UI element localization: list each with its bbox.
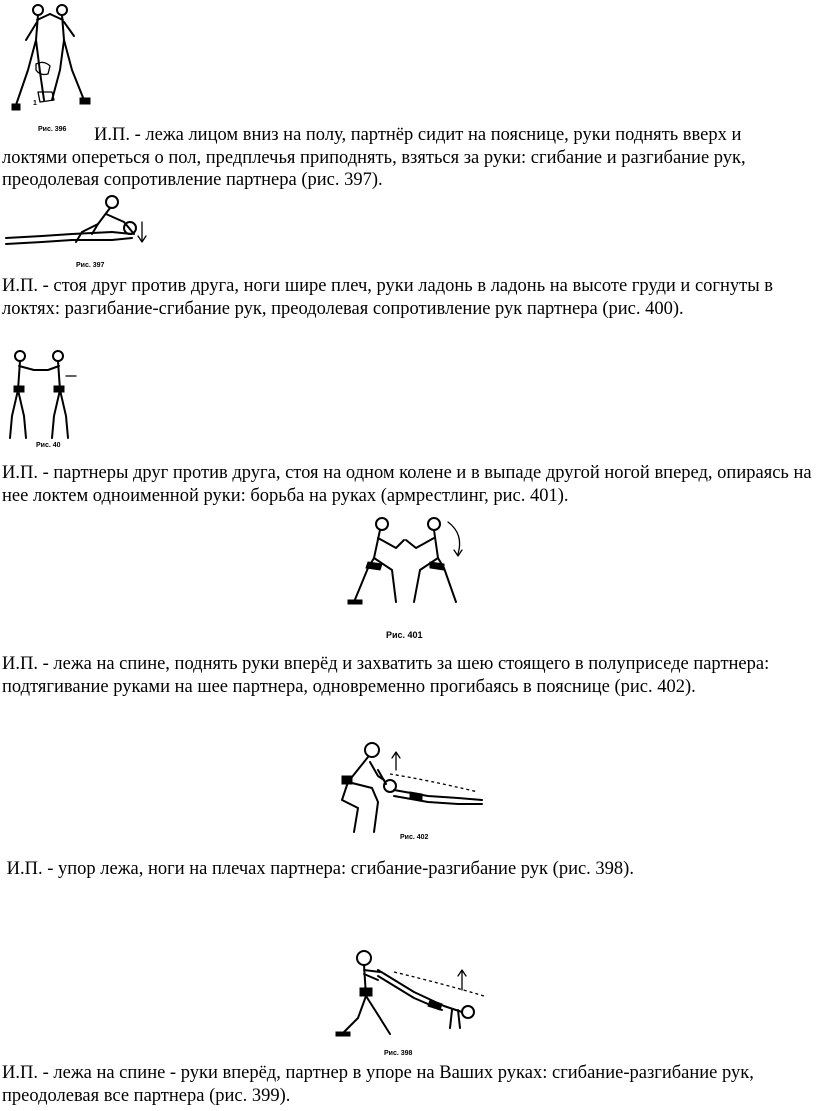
figure-398: [334, 948, 494, 1057]
paragraph-399: И.П. - лежа на спине - руки вперёд, партнер в упоре на Ваших руках: сгибание-разгибание рук, преодолевая все партнера (рис. 399).: [2, 1063, 754, 1106]
figure-400: [4, 346, 78, 449]
paragraph-402: И.П. - лежа на спине, поднять руки вперёд и захватить за шею стоящего в полуприседе партнера: подтягивание руками на шее партнера, одновременно прогибаясь в пояснице (рис. 402).: [2, 654, 770, 697]
paragraph-397-indent: И.П. - лежа лицом вниз на полу, партнёр сидит на пояснице, руки поднять вверх и: [94, 125, 742, 145]
figure-402-caption: Рис. 402: [400, 834, 429, 841]
figure-402: [328, 740, 488, 841]
figure-397: [2, 194, 162, 269]
figure-401: [344, 514, 468, 640]
figure-396: [0, 0, 100, 122]
paragraph-397-rest: локтями опереться о пол, предплечья приподнять, взяться за руки: сгибание и разгибание рук, преодолевая сопротивление партнера (рис. 397).: [2, 147, 746, 190]
figure-396-number: 1: [33, 100, 37, 107]
figure-398-caption: Рис. 398: [384, 1050, 413, 1057]
paragraph-400: И.П. - стоя друг против друга, ноги шире плеч, руки ладонь в ладонь на высоте груди и согнуты в локтях: разгибание-сгибание рук, преодолевая сопротивление рук партнера (рис. 400).: [2, 276, 774, 319]
figure-397-caption: Рис. 397: [76, 262, 105, 269]
figure-401-caption: Рис. 401: [386, 630, 423, 640]
paragraph-397: [2, 124, 814, 192]
paragraph-398: И.П. - упор лежа, ноги на плечах партнера: сгибание-разгибание рук (рис. 398).: [2, 859, 634, 879]
figure-400-caption: Рис. 40: [36, 442, 61, 449]
figure-396-caption: Рис. 396: [38, 126, 67, 133]
paragraph-401: И.П. - партнеры друг против друга, стоя на одном колене и в выпаде другой ногой вперед, опираясь на нее локтем одноименной руки: борьба на руках (армрестлинг, рис. 401).: [2, 463, 812, 506]
